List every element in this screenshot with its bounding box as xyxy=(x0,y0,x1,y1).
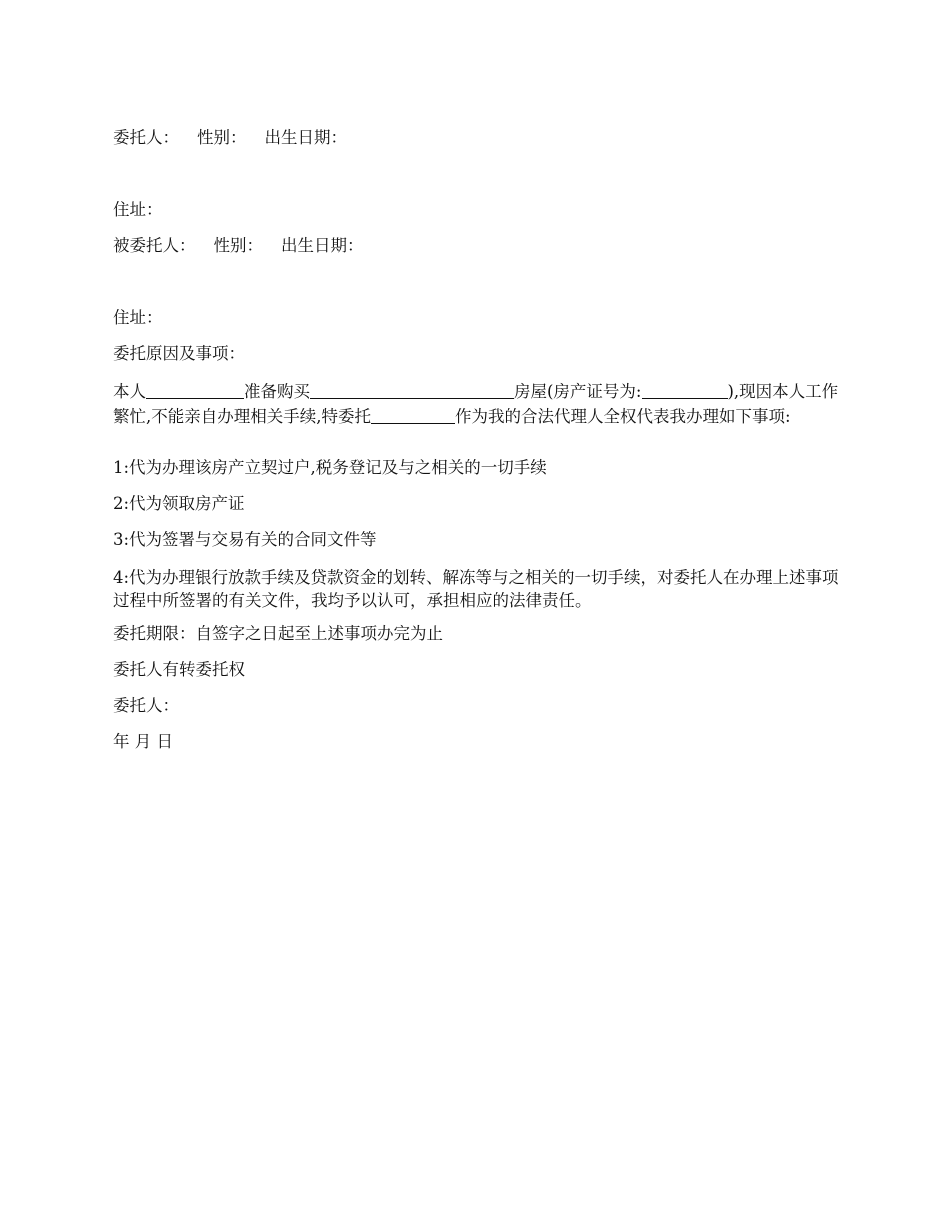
list-item: 3:代为签署与交易有关的合同文件等 xyxy=(113,530,377,549)
principal-name-label: 委托人： xyxy=(113,128,179,147)
principal-info-line xyxy=(113,127,838,149)
blank-certificate-number xyxy=(642,380,728,399)
body-text-1: 本人 xyxy=(113,382,146,401)
principal-gender-label: 性别： xyxy=(197,128,247,147)
list-item: 4:代为办理银行放款手续及贷款资金的划转、解冻等与之相关的一切手续，对委托人在办理上述事项过程中所签署的有关文件，我均予以认可，承担相应的法律责任。 xyxy=(113,568,839,610)
body-text-4: ),现因本人工作繁忙,不能亲自办理相关手续,特委托 xyxy=(113,382,839,426)
list-item: 2:代为领取房产证 xyxy=(113,494,245,513)
body-paragraph xyxy=(113,378,841,428)
body-text-2: 准备购买 xyxy=(244,382,310,401)
agent-gender-label: 性别： xyxy=(213,236,263,255)
body-text-5: 作为我的合法代理人全权代表我办理如下事项: xyxy=(455,407,791,426)
signature-label: 委托人： xyxy=(113,696,179,715)
blank-agent xyxy=(371,405,455,424)
principal-address: 住址： xyxy=(113,200,163,219)
date-line: 年 月 日 xyxy=(113,732,173,751)
list-item: 1:代为办理该房产立契过户,税务登记及与之相关的一切手续 xyxy=(113,458,547,477)
term-line: 委托期限：自签字之日起至上述事项办完为止 xyxy=(113,624,443,643)
agent-address: 住址： xyxy=(113,308,163,327)
agent-name-label: 被委托人： xyxy=(113,236,196,255)
blank-property xyxy=(310,380,514,399)
principal-birth-label: 出生日期： xyxy=(264,128,347,147)
reason-heading: 委托原因及事项： xyxy=(113,344,245,363)
body-text-3: 房屋(房产证号为: xyxy=(514,382,642,401)
agent-info-line xyxy=(113,235,838,257)
agent-birth-label: 出生日期： xyxy=(281,236,364,255)
blank-buyer xyxy=(146,380,244,399)
sub-delegation-line: 委托人有转委托权 xyxy=(113,660,245,679)
